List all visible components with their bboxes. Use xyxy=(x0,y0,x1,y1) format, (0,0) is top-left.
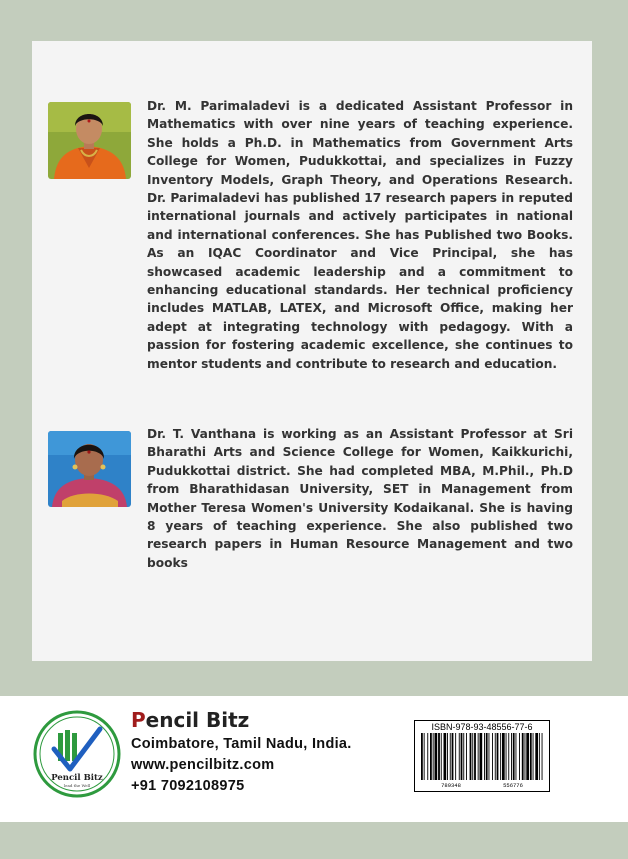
publisher-footer xyxy=(0,696,628,822)
barcode-bar xyxy=(513,733,515,780)
barcode-bar xyxy=(421,733,423,780)
barcode-bar xyxy=(450,733,451,780)
barcode-bar xyxy=(516,733,517,780)
barcode-bar xyxy=(441,733,442,780)
barcode-bar xyxy=(480,733,483,780)
barcode-bar xyxy=(508,733,509,780)
barcode-bar xyxy=(435,733,438,780)
barcode-bar xyxy=(506,733,507,780)
barcode-bar xyxy=(533,733,534,780)
barcode-bar xyxy=(433,733,434,780)
barcode-bar xyxy=(519,733,520,780)
barcode-bar xyxy=(497,733,499,780)
pencil-bitz-logo xyxy=(32,709,122,803)
barcode-bar xyxy=(522,733,524,780)
publisher-name-rest: encil Bitz xyxy=(145,708,250,732)
barcode-bar xyxy=(444,733,447,780)
barcode-bar xyxy=(492,733,493,780)
barcode-bar xyxy=(489,733,490,780)
barcode-bar xyxy=(466,733,467,780)
barcode-bar xyxy=(478,733,479,780)
barcode-bar xyxy=(486,733,488,780)
logo-text: Pencil Bitz xyxy=(51,773,103,783)
author-bio-parimaladevi: Dr. M. Parimaladevi is a dedicated Assistant Professor in Mathematics with over nine years of teaching experience. She holds a Ph.D. in Mathematics from Government Arts College for Women, Pudukkottai, and specializes in Fuzzy Inventory Models, Graph Theory, and Operations Research. Dr. Parimaladevi has published 17 research papers in reputed international journals and actively participates in national and international conferences. She has Published two Books. As an IQAC Coordinator and Vice Principal, she has showcased academic leadership and a commitment to enhancing educational standards. Her technical proficiency includes MATLAB, LATEX, and Microsoft Office, making her adept at integrating technology with pedagogy. With a passion for fostering academic excellence, she continues to mentor students and contribute to research and education. xyxy=(147,99,573,371)
isbn-barcode xyxy=(414,720,550,792)
barcode-bar xyxy=(474,733,476,780)
barcode-bar xyxy=(424,733,425,780)
barcode-bar xyxy=(539,733,540,780)
publisher-name xyxy=(131,708,249,732)
barcode-bar xyxy=(530,733,532,780)
isbn-left-digits: 789348 xyxy=(441,782,461,789)
barcode-bar xyxy=(461,733,463,780)
barcode-bar xyxy=(502,733,505,780)
barcode-bar xyxy=(427,733,428,780)
publisher-website[interactable]: www.pencilbitz.com xyxy=(131,757,275,773)
barcode-bar xyxy=(452,733,454,780)
barcode-bar xyxy=(455,733,456,780)
barcode-bar xyxy=(430,733,432,780)
barcode-bar xyxy=(495,733,496,780)
publisher-name-initial: P xyxy=(131,708,146,732)
barcode-bar xyxy=(438,733,440,780)
author-bio-vanthana: Dr. T. Vanthana is working as an Assistant Professor at Sri Bharathi Arts and Science College for Women, Kaikkurichi, Pudukkottai district. She had completed MBA, M.Phil., Ph.D from Bharathidasan University, SET in Management from Mother Teresa Women's University Kodaikanal. She is having 8 years of teaching experience. She also published two research papers in Human Resource Management and two books xyxy=(147,427,573,570)
barcode-bar xyxy=(511,733,512,780)
barcode-bar xyxy=(525,733,526,780)
barcode-bar xyxy=(463,733,464,780)
barcode-bar xyxy=(472,733,473,780)
isbn-label: ISBN-978-93-48556-77-6 xyxy=(431,722,533,732)
logo-tagline: lead the Well xyxy=(63,783,91,788)
publisher-location: Coimbatore, Tamil Nadu, India. xyxy=(131,736,352,752)
author-photo-parimaladevi xyxy=(48,102,131,179)
barcode-bar xyxy=(447,733,448,780)
barcode-bar xyxy=(484,733,485,780)
isbn-right-digits: 556776 xyxy=(503,782,523,789)
barcode-bar xyxy=(459,733,460,780)
barcode-bar xyxy=(526,733,529,780)
barcode-bar xyxy=(542,733,543,780)
author-panel xyxy=(32,41,592,661)
barcode-bar xyxy=(535,733,538,780)
barcode-bar xyxy=(500,733,501,780)
barcode-bar xyxy=(470,733,472,780)
author-photo-vanthana xyxy=(48,431,131,507)
publisher-phone: +91 7092108975 xyxy=(131,778,245,794)
